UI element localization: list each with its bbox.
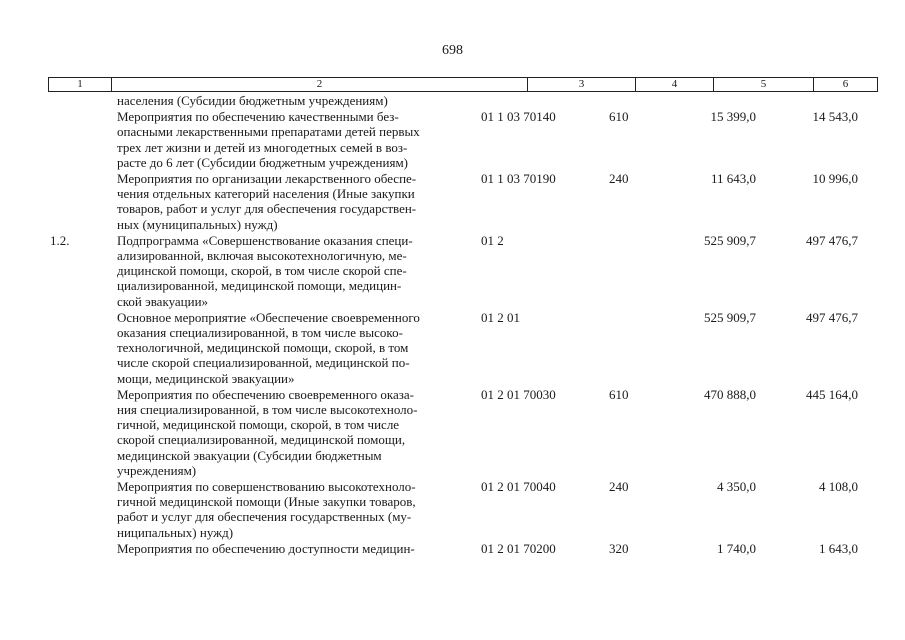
row-expense-type: 320 (609, 540, 629, 556)
row-description-line: ния специализированной, в том числе высокотехноло- (117, 402, 418, 417)
row-code: 01 2 01 70030 (481, 386, 556, 402)
row-value-col6: 497 476,7 (806, 232, 858, 248)
row-expense-type: 240 (609, 171, 629, 186)
row-description-line: Мероприятия по обеспечению своевременного оказа- (117, 386, 414, 402)
row-description-line: оказания специализированной, в том числе высоко- (117, 325, 403, 340)
header-col-2: 2 (111, 78, 527, 91)
table-header (48, 77, 878, 92)
row-description-line: скорой специализированной, медицинской помощи, (117, 432, 406, 448)
row-code: 01 1 03 70140 (481, 109, 556, 125)
row-value-col6: 14 543,0 (812, 109, 858, 125)
row-value-col5: 525 909,7 (704, 309, 756, 325)
row-description-line: работ и услуг для обеспечения государственных (му- (117, 509, 412, 525)
row-description-line: гичной, медицинской помощи, скорой, в том числе (117, 417, 400, 433)
row-code: 01 2 (481, 232, 504, 248)
row-value-col5: 15 399,0 (710, 109, 756, 125)
row-description-line: учреждениям) (117, 462, 197, 478)
row-description-line: гичной медицинской помощи (Иные закупки товаров, (117, 494, 416, 510)
row-description-line: Мероприятия по совершенствованию высокотехноло- (117, 479, 416, 494)
header-col-5: 5 (713, 78, 813, 91)
row-value-col6: 10 996,0 (812, 171, 858, 186)
row-description-line: ской эвакуации» (117, 293, 209, 309)
row-description-line: числе скорой специализированной, медицинской по- (117, 355, 410, 371)
row-description-line: ниципальных) нужд) (117, 524, 234, 540)
row-description-line: медицинской эвакуации (Субсидии бюджетным (117, 447, 382, 463)
row-description-line: Мероприятия по обеспечению качественными без- (117, 109, 399, 125)
row-code: 01 1 03 70190 (481, 171, 556, 186)
row-value-col6: 497 476,7 (806, 309, 858, 325)
row-code: 01 2 01 70200 (481, 540, 556, 556)
row-value-col5: 4 350,0 (717, 479, 756, 494)
header-col-4: 4 (635, 78, 713, 91)
row-value-col5: 1 740,0 (717, 540, 756, 556)
row-description-line: ных (муниципальных) нужд) (117, 216, 278, 232)
row-expense-type: 240 (609, 479, 629, 494)
row-description-line: дицинской помощи, скорой, в том числе скорой спе- (117, 263, 407, 279)
header-col-1: 1 (77, 78, 83, 90)
row-description-line: опасными лекарственными препаратами детей первых (117, 124, 420, 140)
row-expense-type: 610 (609, 109, 629, 125)
row-number: 1.2. (50, 232, 70, 248)
row-description-line: чения отдельных категорий населения (Иные закупки (117, 186, 415, 202)
row-description-line: Основное мероприятие «Обеспечение своевременного (117, 309, 420, 325)
row-value-col6: 4 108,0 (819, 479, 858, 494)
row-value-col6: 1 643,0 (819, 540, 858, 556)
row-description-line: товаров, работ и услуг для обеспечения государствен- (117, 201, 417, 217)
row-description-line: технологичной, медицинской помощи, скорой, в том (117, 340, 409, 356)
row-description-line: расте до 6 лет (Субсидии бюджетным учреждениям) (117, 154, 409, 170)
row-expense-type: 610 (609, 386, 629, 402)
row-description-line: трех лет жизни и детей из многодетных семей в воз- (117, 139, 408, 155)
row-code: 01 2 01 70040 (481, 479, 556, 494)
row-description-line: Мероприятия по обеспечению доступности медицин- (117, 540, 415, 556)
row-description-line: населения (Субсидии бюджетным учреждениям) (117, 93, 388, 108)
row-value-col5: 11 643,0 (710, 171, 756, 186)
page-number: 698 (442, 43, 463, 58)
row-description-line: мощи, медицинской эвакуации» (117, 370, 295, 386)
row-value-col5: 525 909,7 (704, 232, 756, 248)
row-description-line: Мероприятия по организации лекарственного обеспе- (117, 171, 417, 186)
row-description-line: Подпрограмма «Совершенствование оказания специ- (117, 232, 413, 248)
row-code: 01 2 01 (481, 309, 520, 325)
row-value-col6: 445 164,0 (806, 386, 858, 402)
row-value-col5: 470 888,0 (704, 386, 756, 402)
row-description-line: ализированной, включая высокотехнологичную, ме- (117, 248, 407, 263)
row-description-line: циализированной, медицинской помощи, медицин- (117, 278, 402, 294)
header-col-6: 6 (813, 78, 877, 91)
header-col-3: 3 (527, 78, 635, 91)
